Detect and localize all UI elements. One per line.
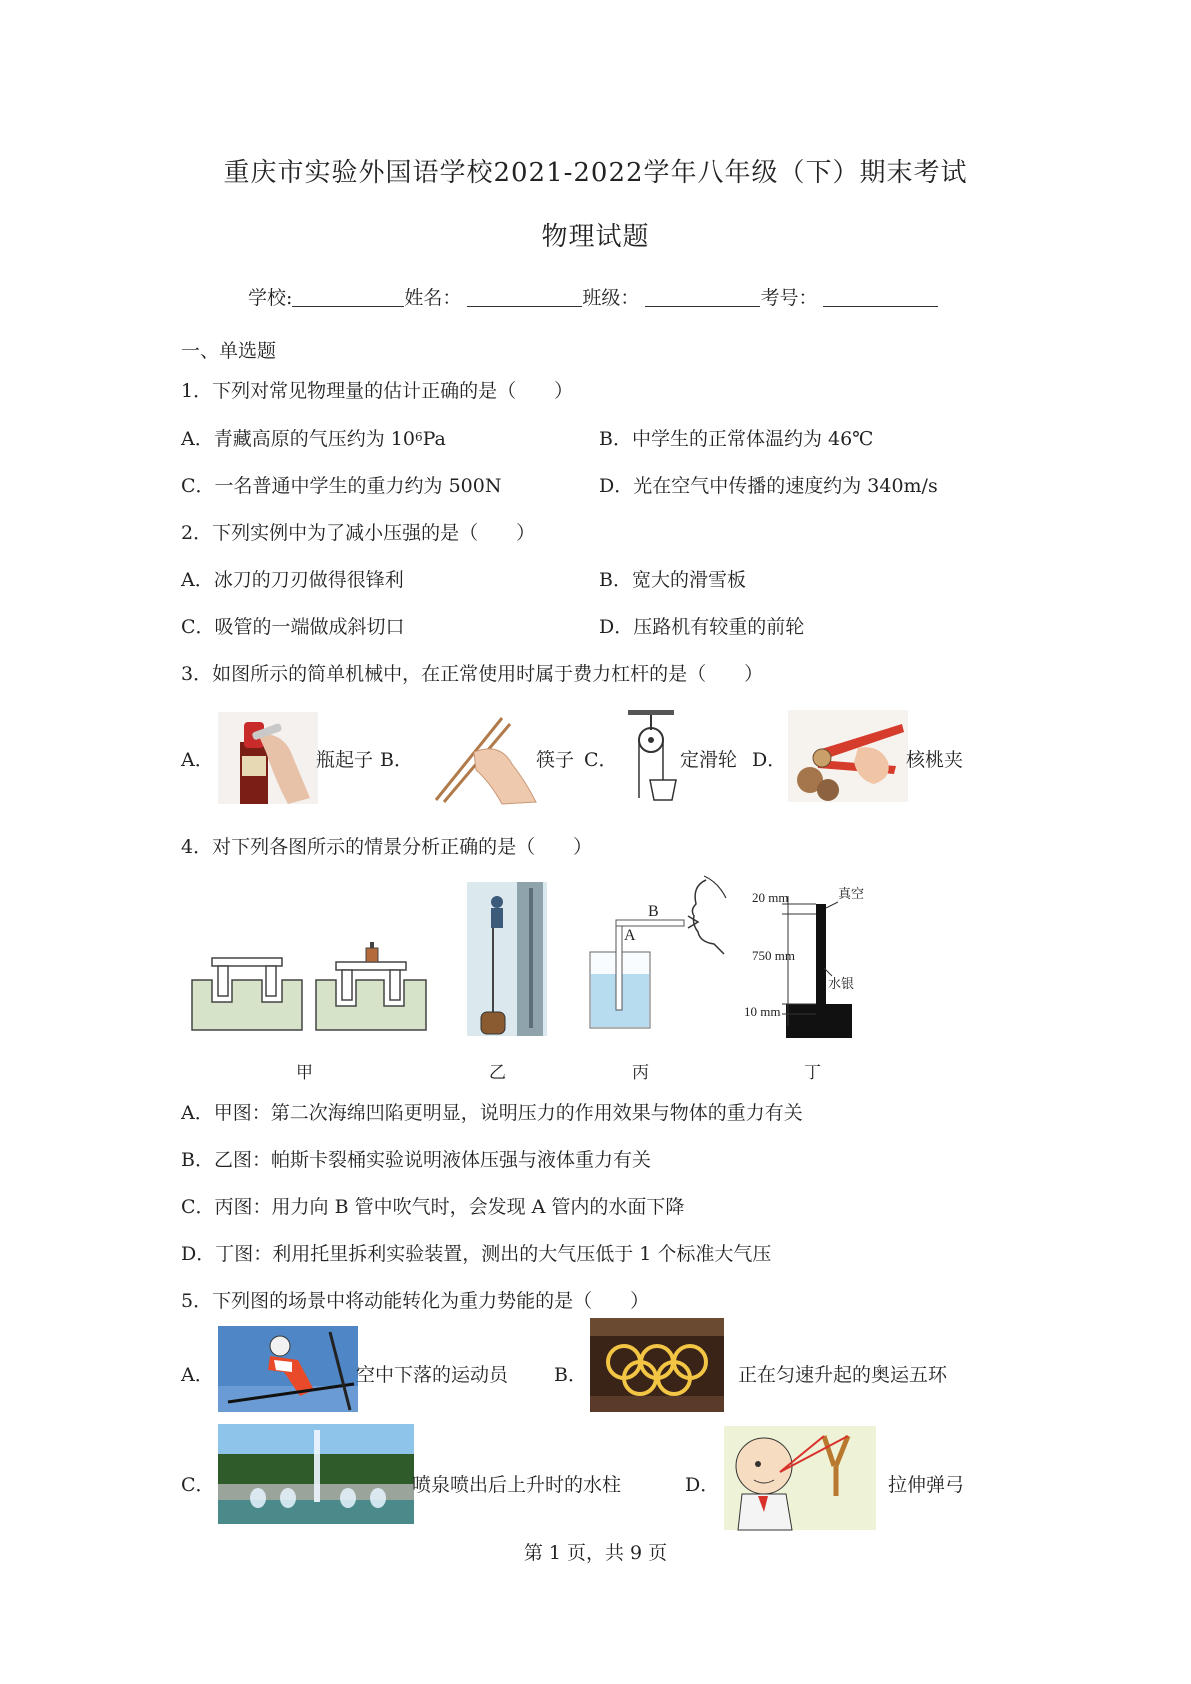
name-label: 姓名： [404,287,462,309]
class-blank[interactable] [645,288,760,307]
chopsticks-image [430,712,538,804]
question-5-letter-a: A． [181,1364,214,1386]
question-1-stem: 1．下列对常见物理量的估计正确的是（ ） [181,380,574,402]
ski-jumper-image [218,1326,358,1412]
question-3-letter-d: D． [752,749,787,771]
figure-caption-bing: 丙 [632,1063,649,1083]
bottle-opener-label: 瓶起子 [316,749,374,771]
olympic-rings-image [590,1318,724,1412]
question-3-letter-c: C． [584,749,618,771]
question-4-option-a: A．甲图：第二次海绵凹陷更明显，说明压力的作用效果与物体的重力有关 [181,1102,803,1124]
bottle-opener-image [218,712,318,804]
question-4-stem: 4．对下列各图所示的情景分析正确的是（ ） [181,836,593,858]
question-2-option-a: A．冰刀的刀刃做得很锋利 [181,569,404,591]
question-3-letter-b: B． [380,749,413,771]
blowing-tube-figure [588,876,728,1034]
section-heading: 一、单选题 [181,340,277,362]
chopsticks-label: 筷子 [536,749,575,771]
question-5-letter-d: D． [685,1474,720,1496]
slingshot-boy-image [724,1426,876,1530]
question-1-option-d: D．光在空气中传播的速度约为 340m/s [599,475,938,497]
question-5-stem: 5．下列图的场景中将动能转化为重力势能的是（ ） [181,1290,650,1312]
question-2-stem: 2．下列实例中为了减小压强的是（ ） [181,522,536,544]
question-2-option-c: C．吸管的一端做成斜切口 [181,616,405,638]
question-4-option-d: D．丁图：利用托里拆利实验装置，测出的大气压低于 1 个标准大气压 [181,1243,772,1265]
question-3-stem: 3．如图所示的简单机械中，在正常使用时属于费力杠杆的是（ ） [181,663,764,685]
question-1-option-c: C．一名普通中学生的重力约为 500N [181,475,502,497]
question-2-option-d: D．压路机有较重的前轮 [599,616,805,638]
question-1-option-b: B．中学生的正常体温约为 46℃ [599,428,874,450]
question-2-option-b: B．宽大的滑雪板 [599,569,746,591]
fixed-pulley-label: 定滑轮 [680,749,738,771]
figure-caption-yi: 乙 [489,1063,506,1083]
nutcracker-label: 核桃夹 [906,749,964,771]
nutcracker-image [788,710,908,802]
label-750mm: 750 mm [752,948,795,963]
school-label: 学校: [248,287,293,309]
class-label: 班级： [582,287,640,309]
fountain-label: 喷泉喷出后上升时的水柱 [412,1474,622,1496]
figure-caption-jia: 甲 [296,1063,313,1083]
fixed-pulley-image [620,708,682,808]
number-blank[interactable] [823,288,938,307]
pascal-barrel-figure [467,882,547,1036]
tube-label-a: A [624,927,636,944]
exam-subject-title: 物理试题 [541,222,650,252]
page-footer: 第 1 页，共 9 页 [523,1542,668,1564]
exam-title: 重庆市实验外国语学校2021-2022学年八年级（下）期末考试 [223,158,968,188]
question-4-option-c: C．丙图：用力向 B 管中吹气时，会发现 A 管内的水面下降 [181,1196,685,1218]
tube-label-b: B [648,903,659,920]
figure-caption-ding: 丁 [804,1063,821,1083]
olympic-rings-label: 正在匀速升起的奥运五环 [738,1364,948,1386]
number-label: 考号： [760,287,818,309]
label-vacuum: 真空 [838,886,865,901]
ski-jumper-label: 空中下落的运动员 [356,1364,509,1386]
fountain-image [218,1424,414,1524]
question-3-letter-a: A． [181,749,214,771]
slingshot-label: 拉伸弹弓 [888,1474,965,1496]
school-blank[interactable] [292,288,404,307]
sponge-experiment-figure [190,940,430,1032]
question-4-option-b: B．乙图：帕斯卡裂桶实验说明液体压强与液体重力有关 [181,1149,651,1171]
name-blank[interactable] [467,288,582,307]
question-5-letter-b: B． [554,1364,587,1386]
label-mercury: 水银 [828,976,855,991]
label-10mm: 10 mm [744,1004,781,1019]
label-20mm: 20 mm [752,890,789,905]
student-info-line [248,283,938,310]
question-5-letter-c: C． [181,1474,215,1496]
torricelli-figure [744,876,892,1040]
question-1-option-a: A．青藏高原的气压约为 $10^6Pa$ [181,428,446,450]
